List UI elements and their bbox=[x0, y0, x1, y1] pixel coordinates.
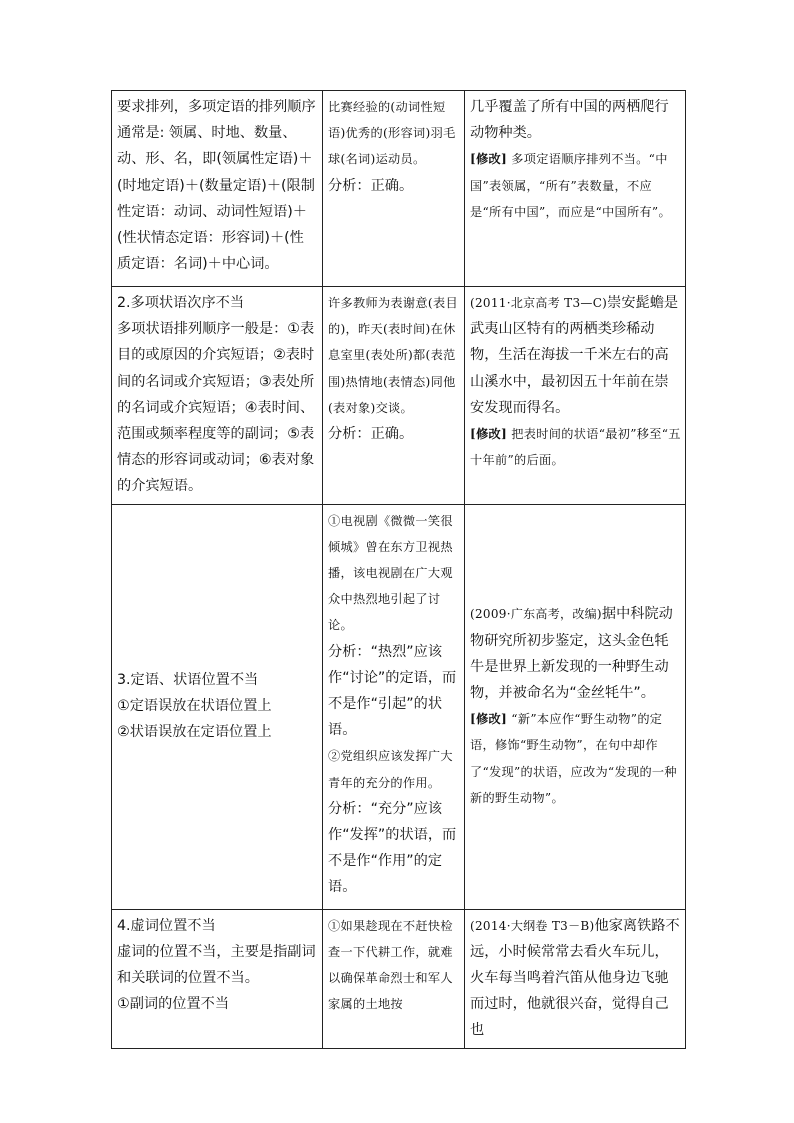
example-cell bbox=[323, 504, 465, 909]
table-row bbox=[112, 91, 686, 287]
analysis-text: 分析：正确。 bbox=[328, 177, 414, 194]
table-row bbox=[112, 909, 686, 1048]
rule-heading: 2.多项状语次序不当 bbox=[117, 295, 245, 311]
rule-text: 要求排列，多项定语的排列顺序通常是: 领属、时地、数量、动、形、名，即(领属性定语)＋(时地定语)＋(数量定语)＋(限制性定语：动词、动词性短语)＋(性状情态定语：形容词)＋(性质定语：名词)＋中心词。 bbox=[117, 99, 316, 273]
exam-cell bbox=[465, 91, 686, 287]
rule-cell bbox=[112, 287, 323, 505]
exam-cell bbox=[465, 504, 686, 909]
grammar-table bbox=[111, 90, 686, 1049]
fix-label: [修改] bbox=[470, 152, 508, 167]
example-cell bbox=[323, 91, 465, 287]
exam-sentence: 他家离铁路不远，小时候常常去看火车玩儿，火车每当鸣着汽笛从他身边飞驰而过时，他就很兴奋，觉得自己也 bbox=[470, 917, 680, 1039]
exam-sentence: 据中科院动物研究所初步鉴定，这头金色牦牛是世界上新发现的一种野生动物，并被命名为“金丝牦牛”。 bbox=[470, 606, 673, 701]
exam-sentence: 几乎覆盖了所有中国的两栖爬行动物种类。 bbox=[470, 99, 669, 142]
exam-cell bbox=[465, 909, 686, 1048]
rule-item: ①定语误放在状语位置上 bbox=[117, 698, 272, 715]
table-row bbox=[112, 504, 686, 909]
analysis-text: 分析：正确。 bbox=[328, 426, 414, 443]
exam-source: (2014·大纲卷 T3－B) bbox=[470, 918, 595, 933]
fix-text: 多项定语顺序排列不当。“中国”表领属，“所有”表数量，不应是“所有中国”，而应是“中国所有”。 bbox=[470, 152, 671, 219]
analysis-text: 分析：“充分”应该作“发挥”的状语，而不是作“作用”的定语。 bbox=[328, 800, 457, 896]
exam-sentence: 崇安髭蟾是武夷山区特有的两栖类珍稀动物，生活在海拔一千米左右的高山溪水中，最初因五十年前在崇安发现而得名。 bbox=[470, 295, 679, 416]
fix-label: [修改] bbox=[470, 427, 508, 442]
fix-text: 把表时间的状语“最初”移至“五十年前”的后面。 bbox=[470, 427, 681, 468]
rule-heading: 3.定语、状语位置不当 bbox=[117, 671, 259, 688]
rule-item: ②状语误放在定语位置上 bbox=[117, 724, 272, 741]
example-text: ②党组织应该发挥广大青年的充分的作用。 bbox=[328, 749, 453, 790]
rule-text: 多项状语排列顺序一般是：①表目的或原因的介宾短语；②表时间的名词或介宾短语；③表处所的名词或介宾短语；④表时间、范围或频率程度等的副词；⑤表情态的形容词或动词；⑥表对象的介宾短语。 bbox=[117, 321, 315, 495]
example-text: ①电视剧《微微一笑很倾城》曾在东方卫视热播，该电视剧在广大观众中热烈地引起了讨论。 bbox=[328, 513, 453, 633]
rule-heading: 4.虚词位置不当 bbox=[117, 917, 216, 934]
example-text: ①如果趁现在不赶快检查一下代耕工作，就难以确保革命烈士和军人家属的土地按 bbox=[328, 918, 453, 1012]
rule-cell bbox=[112, 909, 323, 1048]
example-text: 比赛经验的(动词性短语)优秀的(形容词)羽毛球(名词)运动员。 bbox=[328, 100, 456, 167]
rule-cell bbox=[112, 504, 323, 909]
rule-item: ①副词的位置不当 bbox=[117, 996, 230, 1013]
exam-cell bbox=[465, 287, 686, 505]
example-cell bbox=[323, 909, 465, 1048]
exam-source: (2009·广东高考，改编) bbox=[470, 607, 602, 622]
table-row bbox=[112, 287, 686, 505]
exam-source: (2011·北京高考 T3—C) bbox=[470, 296, 608, 310]
rule-text: 虚词的位置不当，主要是指副词和关联词的位置不当。 bbox=[117, 943, 316, 987]
example-text: 许多教师为表谢意(表目的)，昨天(表时间)在休息室里(表处所)都(表范围)热情地(表情态)同他(表对象)交谈。 bbox=[328, 296, 458, 415]
fix-text: “新”本应作“野生动物”的定语，修饰“野生动物”，在句中却作了“发现”的状语，应改为“发现的一种新的野生动物”。 bbox=[470, 712, 677, 805]
fix-label: [修改] bbox=[470, 712, 508, 727]
rule-cell bbox=[112, 91, 323, 287]
analysis-text: 分析：“热烈”应该作“讨论”的定语，而不是作“引起”的状语。 bbox=[328, 643, 457, 739]
example-cell bbox=[323, 287, 465, 505]
